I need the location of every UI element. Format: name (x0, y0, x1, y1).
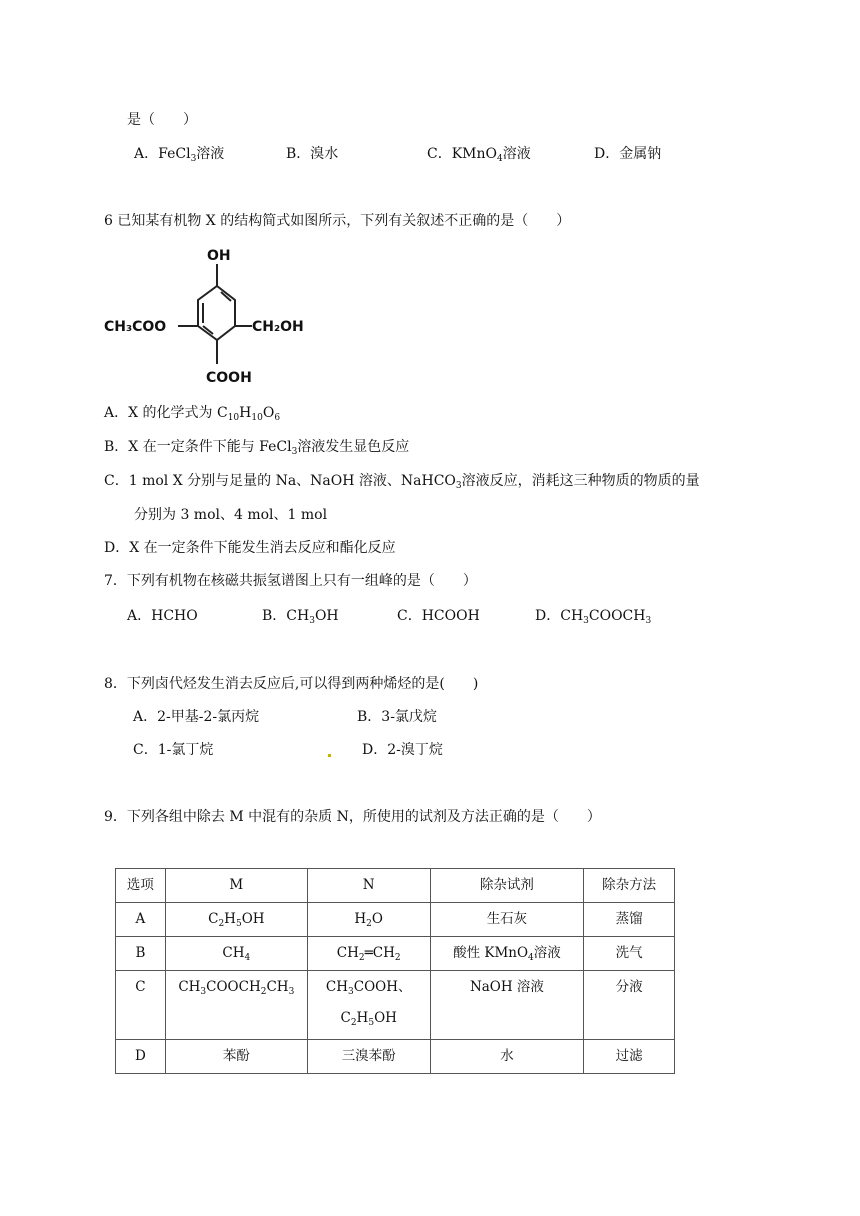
q6-option-c[interactable]: C．1 mol X 分别与足量的 Na、NaOH 溶液、NaHCO$_3$溶液反应，消耗这三种物质的物质的量 (104, 473, 700, 491)
q7-option-b[interactable]: B．$CH_3OH$ (262, 608, 339, 626)
q5-option-c[interactable]: C．KMnO$_4$溶液 (427, 146, 531, 164)
q6-stem: 6 已知某有机物 X 的结构简式如图所示，下列有关叙述不正确的是（ ） (104, 213, 571, 229)
header-n: N (307, 869, 430, 903)
header-method: 除杂方法 (584, 869, 675, 903)
q5-option-b[interactable]: B．溴水 (286, 146, 339, 162)
row-d-method: 过滤 (584, 1040, 675, 1074)
q5-stem-tail: 是（ ） (127, 112, 197, 128)
row-c-n: $CH_3COOH$、 $C_2H_5OH$ (307, 971, 430, 1040)
q7-option-c[interactable]: C．HCOOH (397, 608, 480, 624)
row-a-m: $C_2H_5OH$ (165, 903, 307, 937)
q6-option-b[interactable]: B．X 在一定条件下能与 FeCl$_3$溶液发生显色反应 (104, 439, 410, 457)
header-m: M (165, 869, 307, 903)
row-a-reagent: 生石灰 (430, 903, 584, 937)
row-d-m: 苯酚 (165, 1040, 307, 1074)
row-d-n: 三溴苯酚 (307, 1040, 430, 1074)
q7-option-a[interactable]: A．HCHO (127, 608, 198, 624)
row-b-method: 洗气 (584, 937, 675, 971)
row-c-reagent: NaOH 溶液 (430, 971, 584, 1040)
stray-mark (328, 754, 331, 757)
q6-option-c-line2: 分别为 3 mol、4 mol、1 mol (134, 507, 328, 523)
q6-option-d[interactable]: D．X 在一定条件下能发生消去反应和酯化反应 (104, 540, 396, 556)
q7-option-d[interactable]: D．$CH_3COOCH_3$ (535, 608, 652, 626)
row-a-n: $H_2O$ (307, 903, 430, 937)
row-b-reagent: 酸性 KMnO$_4$溶液 (430, 937, 584, 971)
q8-option-d[interactable]: D．2-溴丁烷 (362, 742, 443, 758)
row-c-m: $CH_3COOCH_2CH_3$ (165, 971, 307, 1040)
row-b-m: $CH_4$ (165, 937, 307, 971)
q9-stem: 9．下列各组中除去 M 中混有的杂质 N，所使用的试剂及方法正确的是（ ） (104, 809, 601, 825)
row-c-method: 分液 (584, 971, 675, 1040)
carboxyl-label: COOH (206, 370, 252, 386)
row-a-option: A (116, 903, 166, 937)
q8-option-a[interactable]: A．2-甲基-2-氯丙烷 (133, 709, 260, 725)
q6-option-a[interactable]: A．X 的化学式为 $C_{10}H_{10}O_6$ (104, 405, 281, 423)
acetoxy-label: CH₃COO (104, 319, 167, 335)
row-b-n: $CH_2═CH_2$ (307, 937, 430, 971)
q8-option-b[interactable]: B．3-氯戊烷 (357, 709, 437, 725)
table-row (116, 971, 675, 1040)
row-d-option: D (116, 1040, 166, 1074)
header-reagent: 除杂试剂 (430, 869, 584, 903)
q8-option-c[interactable]: C．1-氯丁烷 (133, 742, 214, 758)
oh-label: OH (207, 248, 231, 264)
q7-stem: 7．下列有机物在核磁共振氢谱图上只有一组峰的是（ ） (104, 573, 477, 589)
row-a-method: 蒸馏 (584, 903, 675, 937)
row-c-option: C (116, 971, 166, 1040)
q6-structure-diagram (102, 240, 312, 388)
table-header-row (116, 869, 675, 903)
q8-stem: 8．下列卤代烃发生消去反应后,可以得到两种烯烃的是( ) (104, 676, 479, 692)
q5-option-a[interactable]: A．FeCl$_3$溶液 (134, 146, 225, 164)
hydroxymethyl-label: CH₂OH (252, 319, 304, 335)
table-row (116, 1040, 675, 1074)
row-d-reagent: 水 (430, 1040, 584, 1074)
row-b-option: B (116, 937, 166, 971)
header-option: 选项 (116, 869, 166, 903)
q5-option-d[interactable]: D．金属钠 (594, 146, 662, 162)
q9-table (115, 868, 675, 1074)
table-row (116, 937, 675, 971)
table-row (116, 903, 675, 937)
